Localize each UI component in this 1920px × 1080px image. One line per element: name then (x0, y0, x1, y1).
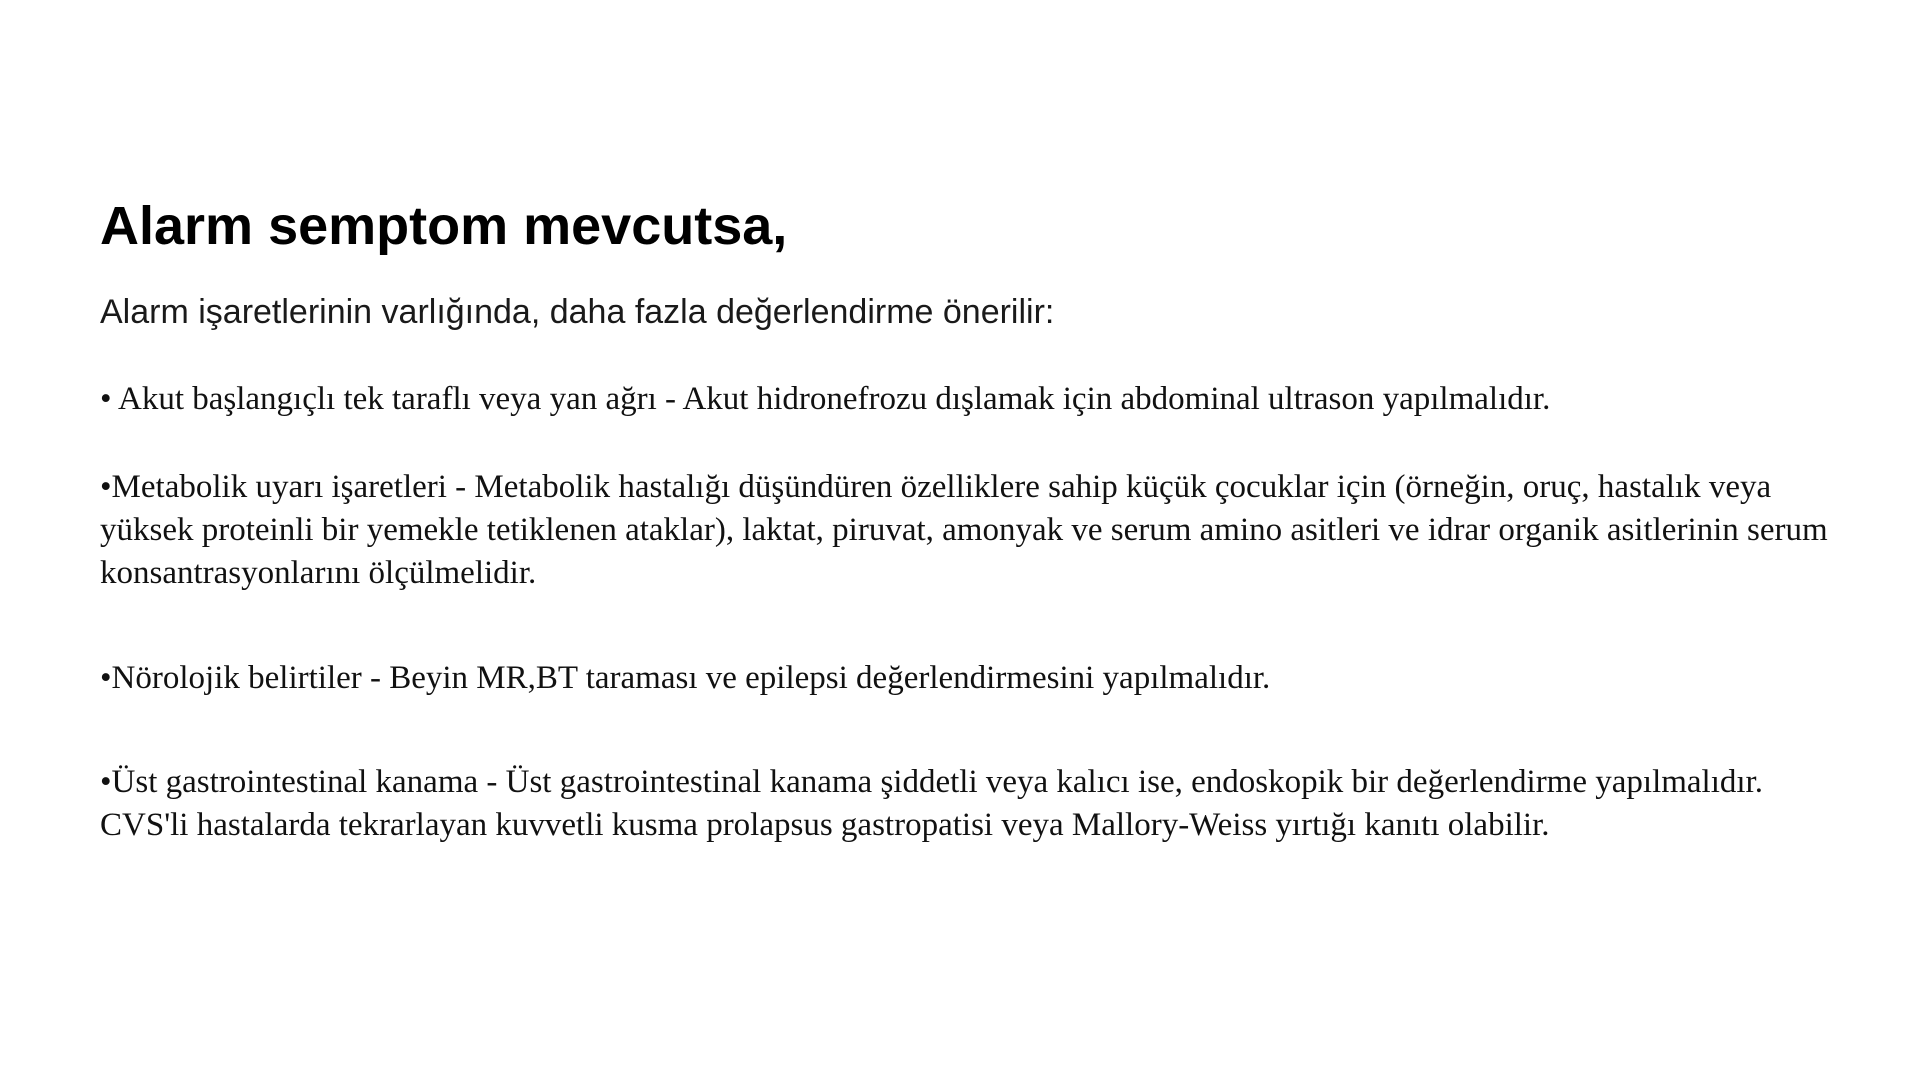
list-item-flank-pain: • Akut başlangıçlı tek taraflı veya yan ağrı - Akut hidronefrozu dışlamak için abdominal ultrason yapılmalıdır. (100, 381, 1551, 417)
list-item-gi-bleeding: •Üst gastrointestinal kanama - Üst gastrointestinal kanama şiddetli veya kalıcı ise, endoskopik bir değerlendirme yapılmalıdır. CVS'li hastalarda tekrarlayan kuvvetli kusma prolapsus gastropatisi veya Mallory-Weiss yırtığı kanıtı olabilir. (100, 764, 1763, 843)
list-item-neurologic-signs: •Nörolojik belirtiler - Beyin MR,BT taraması ve epilepsi değerlendirmesini yapılmalıdır. (100, 660, 1271, 696)
slide-title: Alarm semptom mevcutsa, (100, 196, 788, 256)
slide-subtitle: Alarm işaretlerinin varlığında, daha fazla değerlendirme önerilir: (100, 293, 1055, 331)
list-item-metabolic-signs: •Metabolik uyarı işaretleri - Metabolik hastalığı düşündüren özelliklere sahip küçük çocuklar için (örneğin, oruç, hastalık veya yüksek proteinli bir yemekle tetiklenen ataklar), laktat, piruvat, amonyak ve serum amino asitleri ve idrar organik asitlerinin serum konsantrasyonlarını ölçülmelidir. (100, 469, 1828, 591)
